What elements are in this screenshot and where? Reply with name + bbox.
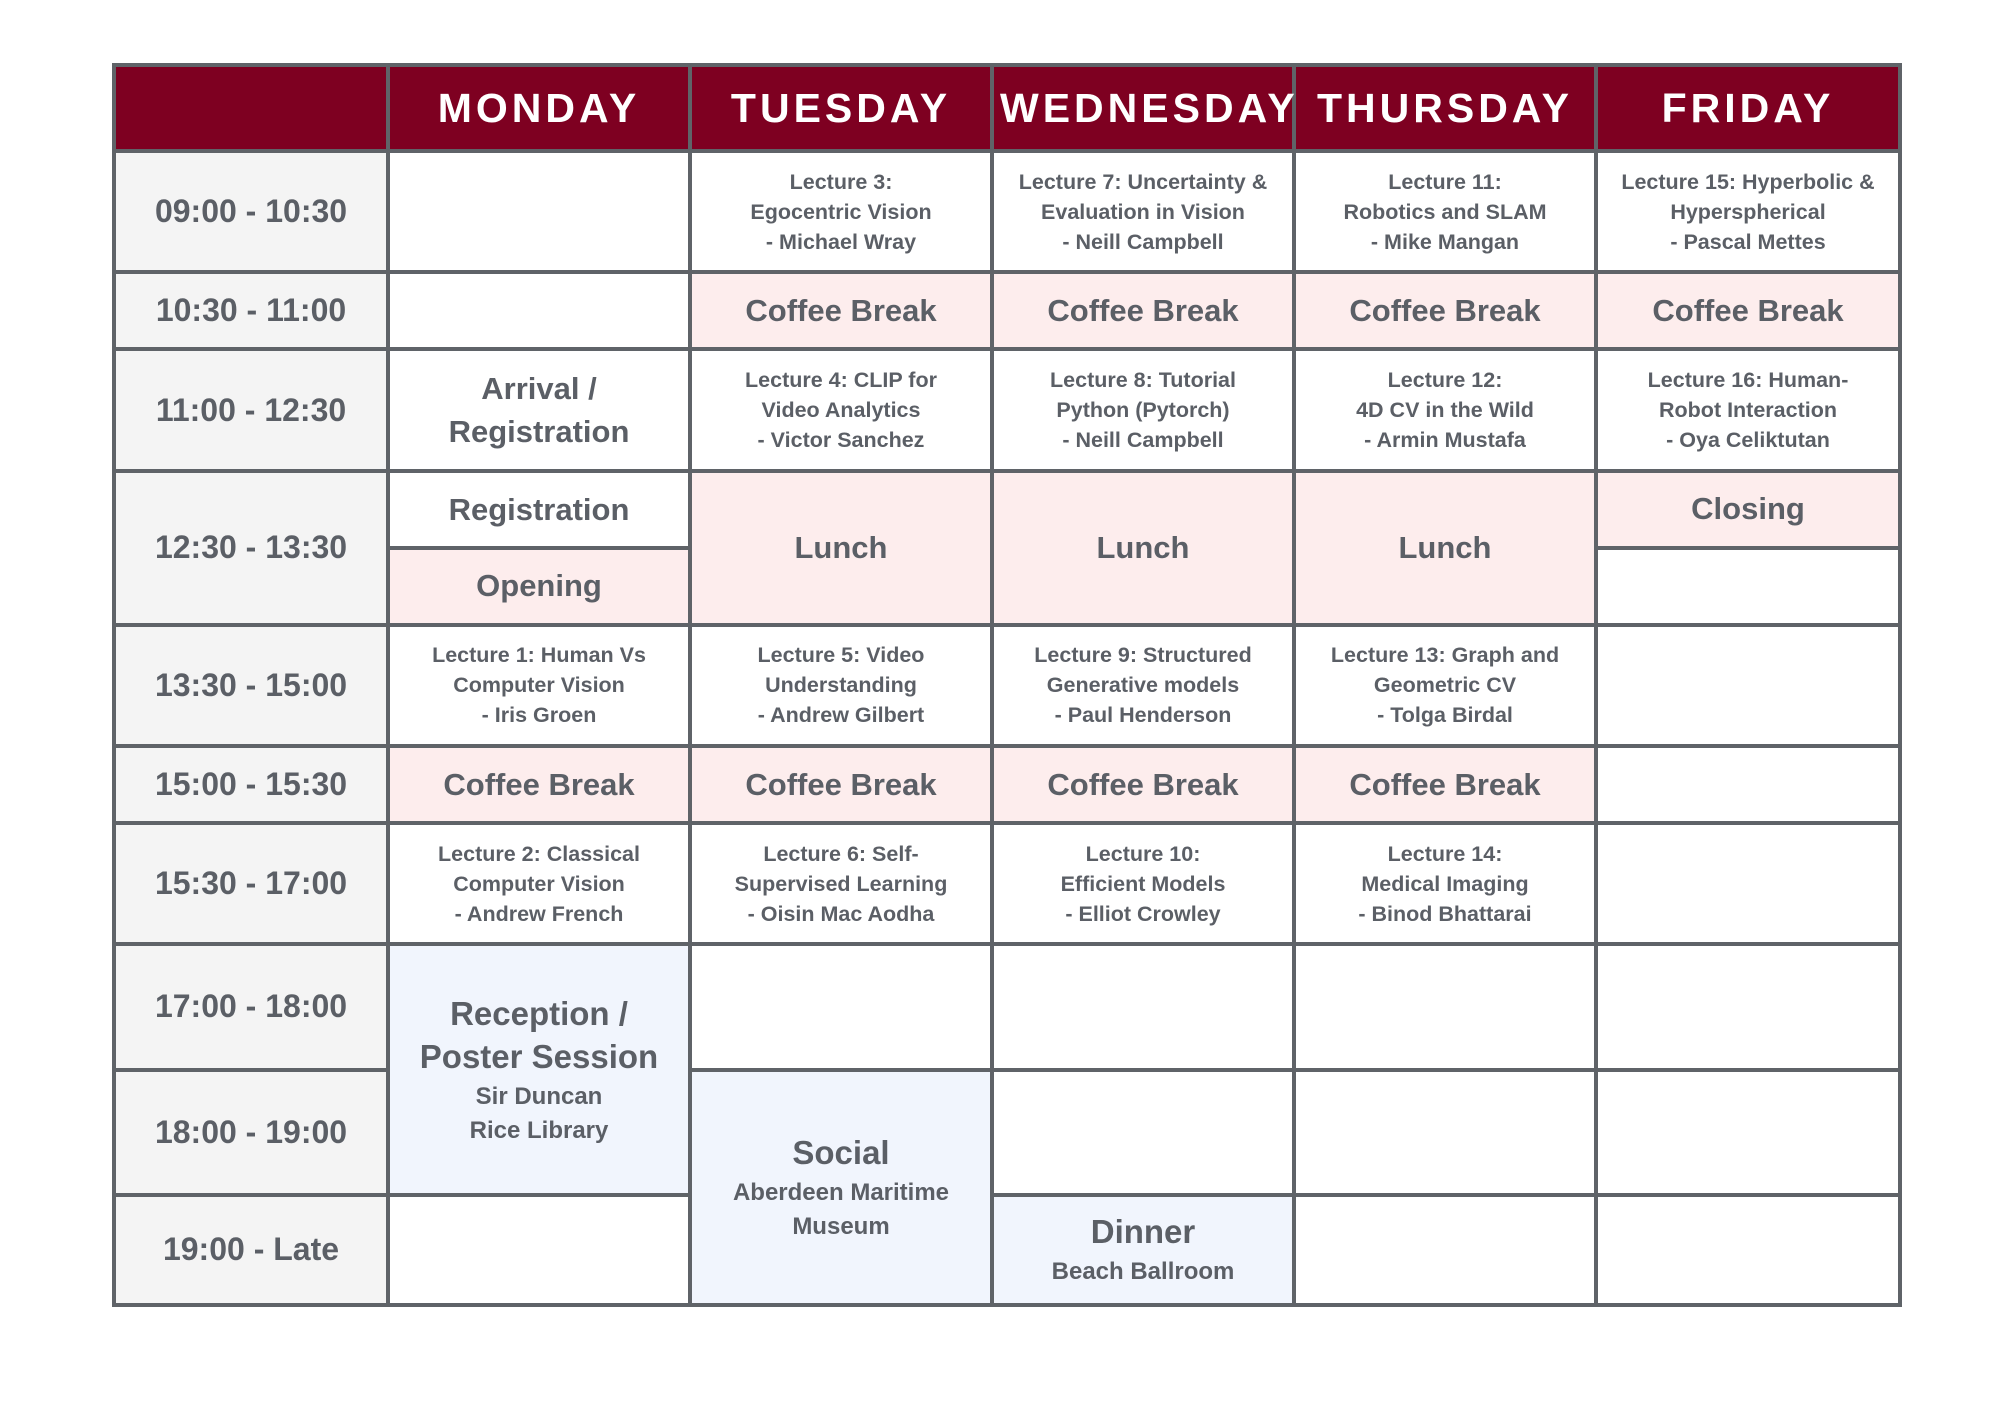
time-row [114, 272, 1900, 349]
event-location: Aberdeen Maritime Museum [732, 1178, 950, 1240]
lecture-title: Lecture 8: Tutorial [1050, 368, 1236, 393]
lecture-speaker: - Binod Bhattarai [1358, 901, 1532, 926]
empty-cell [1596, 746, 1900, 823]
time-slot: 18:00 - 19:00 [114, 1070, 388, 1195]
lecture-speaker: - Neill Campbell [1062, 229, 1224, 254]
lecture-cell [1596, 349, 1900, 470]
event-location: Beach Ballroom [1051, 1258, 1235, 1286]
empty-cell [1294, 1195, 1596, 1305]
lecture-title: Lecture 3: [789, 169, 893, 194]
empty-cell [690, 944, 992, 1069]
time-slot: 15:00 - 15:30 [114, 746, 388, 823]
time-slot: 15:30 - 17:00 [114, 823, 388, 944]
empty-cell [1596, 1195, 1900, 1305]
lecture-cell [1294, 349, 1596, 470]
lecture-subtitle: Egocentric Vision [750, 199, 932, 224]
lecture-subtitle: Understanding [765, 673, 917, 698]
lecture-cell [388, 823, 690, 944]
time-row [114, 746, 1900, 823]
lecture-cell [690, 349, 992, 470]
lecture-title: Lecture 11: [1388, 169, 1502, 194]
lecture-cell [1294, 625, 1596, 746]
opening-cell: Opening [388, 548, 690, 625]
lecture-speaker: - Andrew Gilbert [757, 703, 925, 728]
lecture-title: Lecture 2: Classical [438, 841, 640, 866]
lecture-subtitle: Evaluation in Vision [1041, 199, 1245, 224]
event-location: Sir Duncan Rice Library [469, 1082, 609, 1144]
event-title: Social [792, 1133, 890, 1171]
time-row [114, 471, 1900, 548]
lecture-subtitle: Robot Interaction [1659, 398, 1837, 423]
social-cell [690, 1070, 992, 1306]
coffee-break-cell: Coffee Break [690, 746, 992, 823]
empty-cell [388, 151, 690, 272]
registration-cell: Registration [388, 471, 690, 548]
time-slot: 13:30 - 15:00 [114, 625, 388, 746]
time-slot: 17:00 - 18:00 [114, 944, 388, 1069]
lecture-speaker: - Oisin Mac Aodha [747, 901, 935, 926]
lecture-title: Lecture 13: Graph and [1330, 643, 1560, 668]
lecture-cell [690, 625, 992, 746]
lecture-speaker: - Mike Mangan [1370, 229, 1520, 254]
dinner-cell [992, 1195, 1294, 1305]
lunch-cell: Lunch [690, 471, 992, 625]
header-row [114, 65, 1900, 151]
lecture-cell [1294, 823, 1596, 944]
empty-cell [992, 1070, 1294, 1195]
lecture-subtitle: Video Analytics [761, 398, 921, 423]
empty-cell [1294, 944, 1596, 1069]
lecture-title: Lecture 15: Hyperbolic & [1621, 169, 1875, 194]
arrival-registration-cell: Arrival / Registration [388, 349, 690, 470]
time-slot: 12:30 - 13:30 [114, 471, 388, 625]
coffee-break-cell: Coffee Break [992, 746, 1294, 823]
time-row [114, 1070, 1900, 1195]
lecture-speaker: - Neill Campbell [1062, 428, 1224, 453]
lecture-subtitle: Supervised Learning [734, 871, 948, 896]
coffee-break-cell: Coffee Break [1294, 746, 1596, 823]
lecture-title: Lecture 10: [1085, 841, 1201, 866]
time-row [114, 944, 1900, 1069]
lecture-cell [388, 625, 690, 746]
lecture-cell [690, 823, 992, 944]
empty-cell [1596, 625, 1900, 746]
lecture-subtitle: Efficient Models [1060, 871, 1226, 896]
empty-cell [1596, 823, 1900, 944]
lecture-speaker: - Elliot Crowley [1065, 901, 1221, 926]
coffee-break-cell: Coffee Break [1596, 272, 1900, 349]
day-header-monday: MONDAY [388, 65, 690, 151]
lecture-title: Lecture 4: CLIP for [745, 368, 937, 393]
empty-cell [388, 1195, 690, 1305]
empty-cell [388, 272, 690, 349]
coffee-break-cell: Coffee Break [992, 272, 1294, 349]
lecture-speaker: - Oya Celiktutan [1666, 428, 1830, 453]
lecture-cell [690, 151, 992, 272]
lecture-title: Lecture 6: Self- [763, 841, 919, 866]
empty-cell [1596, 1070, 1900, 1195]
time-row [114, 349, 1900, 470]
time-row [114, 823, 1900, 944]
lecture-speaker: - Michael Wray [765, 229, 917, 254]
day-header-thursday: THURSDAY [1294, 65, 1596, 151]
lecture-cell [992, 823, 1294, 944]
lecture-cell [992, 151, 1294, 272]
schedule-table [112, 63, 1902, 1307]
time-slot: 09:00 - 10:30 [114, 151, 388, 272]
lecture-title: Lecture 7: Uncertainty & [1018, 169, 1268, 194]
lecture-speaker: - Andrew French [454, 901, 624, 926]
empty-cell [1294, 1070, 1596, 1195]
coffee-break-cell: Coffee Break [690, 272, 992, 349]
lecture-speaker: - Paul Henderson [1054, 703, 1232, 728]
time-row [114, 625, 1900, 746]
lecture-speaker: - Pascal Mettes [1670, 229, 1826, 254]
lecture-speaker: - Victor Sanchez [757, 428, 925, 453]
lunch-cell: Lunch [1294, 471, 1596, 625]
time-row [114, 151, 1900, 272]
lunch-cell: Lunch [992, 471, 1294, 625]
coffee-break-cell: Coffee Break [1294, 272, 1596, 349]
lecture-subtitle: Python (Pytorch) [1056, 398, 1230, 423]
lecture-subtitle: Geometric CV [1373, 673, 1517, 698]
lecture-subtitle: Hyperspherical [1670, 199, 1826, 224]
coffee-break-cell: Coffee Break [388, 746, 690, 823]
lecture-speaker: - Iris Groen [481, 703, 597, 728]
time-slot: 19:00 - Late [114, 1195, 388, 1305]
lecture-title: Lecture 14: [1387, 841, 1503, 866]
event-title: Reception / Poster Session [419, 994, 659, 1075]
time-slot: 10:30 - 11:00 [114, 272, 388, 349]
lecture-cell [992, 349, 1294, 470]
lecture-subtitle: Medical Imaging [1361, 871, 1529, 896]
lecture-cell [1294, 151, 1596, 272]
lecture-title: Lecture 5: Video [757, 643, 925, 668]
lecture-speaker: - Armin Mustafa [1364, 428, 1526, 453]
lecture-cell [1596, 151, 1900, 272]
reception-poster-cell [388, 944, 690, 1194]
lecture-title: Lecture 16: Human- [1647, 368, 1849, 393]
empty-cell [1596, 944, 1900, 1069]
lecture-title: Lecture 12: [1387, 368, 1503, 393]
lecture-subtitle: Computer Vision [453, 871, 625, 896]
day-header-wednesday: WEDNESDAY [992, 65, 1294, 151]
lecture-title: Lecture 1: Human Vs [432, 643, 646, 668]
lecture-title: Lecture 9: Structured [1034, 643, 1252, 668]
empty-cell [1596, 548, 1900, 625]
header-corner [114, 65, 388, 151]
time-row [114, 1195, 1900, 1305]
empty-cell [992, 944, 1294, 1069]
closing-cell: Closing [1596, 471, 1900, 548]
lecture-speaker: - Tolga Birdal [1377, 703, 1513, 728]
lecture-subtitle: Generative models [1046, 673, 1240, 698]
event-title: Dinner [1090, 1213, 1196, 1251]
lecture-cell [992, 625, 1294, 746]
time-slot: 11:00 - 12:30 [114, 349, 388, 470]
lecture-subtitle: Computer Vision [453, 673, 625, 698]
lecture-subtitle: Robotics and SLAM [1343, 199, 1547, 224]
day-header-friday: FRIDAY [1596, 65, 1900, 151]
day-header-tuesday: TUESDAY [690, 65, 992, 151]
lecture-subtitle: 4D CV in the Wild [1356, 398, 1534, 423]
